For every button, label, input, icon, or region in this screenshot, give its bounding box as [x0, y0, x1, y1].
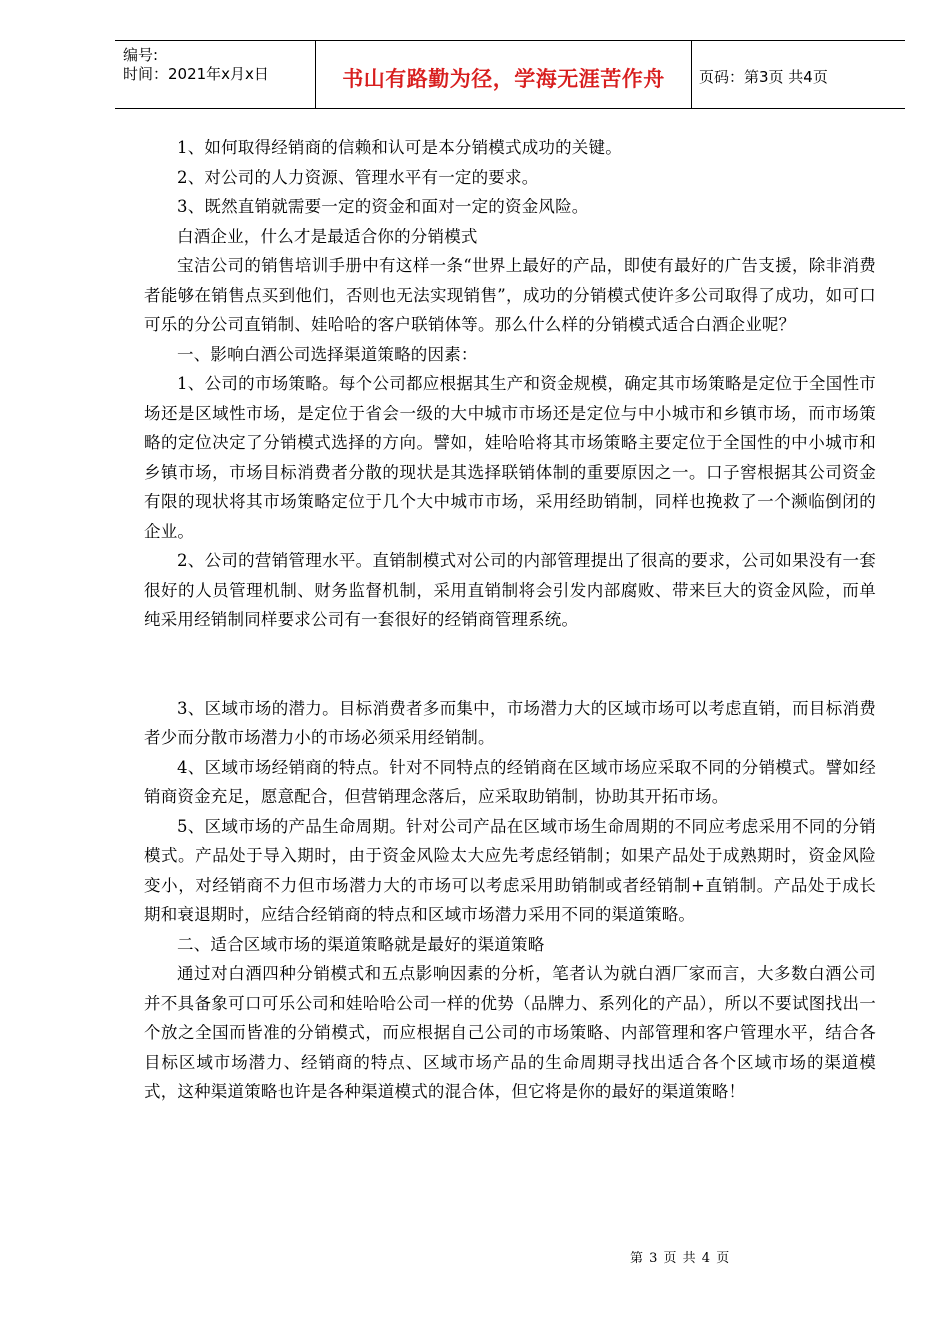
serial-label: 编号:: [123, 46, 159, 64]
header-meta-cell: [115, 41, 315, 108]
paragraph: 5、区域市场的产品生命周期。针对公司产品在区域市场生命周期的不同应考虑采用不同的分销模式。产品处于导入期时，由于资金风险太大应先考虑经销制；如果产品处于成熟期时，资金风险变小，对经销商不力但市场潜力大的市场可以考虑采用助销制或者经销制+直销制。产品处于成长期和衰退期时，应结合经销商的特点和区域市场潜力采用不同的渠道策略。: [144, 816, 876, 924]
paragraph: 1、公司的市场策略。每个公司都应根据其生产和资金规模，确定其市场策略是定位于全国性市场还是区域性市场，是定位于省会一级的大中城市市场还是定位与中小城市和乡镇市场，而市场策略的定位决定了分销模式选择的方向。譬如，娃哈哈将其市场策略主要定位于全国性的中小城市和乡镇市场，市场目标消费者分散的现状是其选择联销体制的重要原因之一。口子窖根据其公司资金有限的现状将其市场策略定位于几个大中城市市场，采用经助销制，同样也挽救了一个濒临倒闭的企业。: [144, 374, 876, 541]
document-body: [144, 133, 876, 1107]
paragraph: 通过对白酒四种分销模式和五点影响因素的分析，笔者认为就白酒厂家而言，大多数白酒公司并不具备象可口可乐公司和娃哈哈公司一样的优势（品牌力、系列化的产品），所以不要试图找出一个放之全国而皆准的分销模式，而应根据自己公司的市场策略、内部管理和客户管理水平，结合各目标区域市场潜力、经销商的特点、区域市场产品的生命周期寻找出适合各个区域市场的渠道模式，这种渠道策略也许是各种渠道模式的混合体，但它将是你的最好的渠道策略！: [144, 964, 876, 1101]
paragraph: 2、公司的营销管理水平。直销制模式对公司的内部管理提出了很高的要求，公司如果没有一套很好的人员管理机制、财务监督机制，采用直销制将会引发内部腐败、带来巨大的资金风险，而单纯采用经销制同样要求公司有一套很好的经销商管理系统。: [144, 551, 876, 629]
paragraph: 1、如何取得经销商的信赖和认可是本分销模式成功的关键。: [177, 138, 622, 157]
time-label: 时间：2021年x月x日: [123, 65, 269, 83]
section-heading: 白酒企业，什么才是最适合你的分销模式: [177, 226, 478, 246]
header-page-info: 页码：第3页 共4页: [699, 68, 828, 86]
paragraph: 2、对公司的人力资源、管理水平有一定的要求。: [177, 167, 539, 187]
header-motto: 书山有路勤为径，学海无涯苦作舟: [342, 67, 665, 91]
header-page-cell: [691, 41, 905, 108]
paragraph: 3、既然直销就需要一定的资金和面对一定的资金风险。: [177, 197, 589, 216]
paragraph: 宝洁公司的销售培训手册中有这样一条“世界上最好的产品，即使有最好的广告支援，除非消费者能够在销售点买到他们，否则也无法实现销售”，成功的分销模式使许多公司取得了成功，如可口可乐的分公司直销制、娃哈哈的客户联销体等。那么什么样的分销模式适合白酒企业呢？: [144, 256, 876, 334]
paragraph: 4、区域市场经销商的特点。针对不同特点的经销商在区域市场应采取不同的分销模式。譬如经销商资金充足，愿意配合，但营销理念落后，应采取助销制，协助其开拓市场。: [144, 757, 876, 806]
header-motto-cell: [315, 41, 692, 108]
page-header: [115, 40, 905, 109]
page-footer: 第 3 页 共 4 页: [630, 1251, 731, 1266]
paragraph: 3、区域市场的潜力。目标消费者多而集中，市场潜力大的区域市场可以考虑直销，而目标消费者少而分散市场潜力小的市场必须采用经销制。: [144, 698, 876, 747]
blank-gap: [144, 635, 876, 694]
section-heading: 一、影响白酒公司选择渠道策略的因素：: [177, 344, 478, 364]
section-heading: 二、适合区域市场的渠道策略就是最好的渠道策略: [177, 934, 545, 954]
